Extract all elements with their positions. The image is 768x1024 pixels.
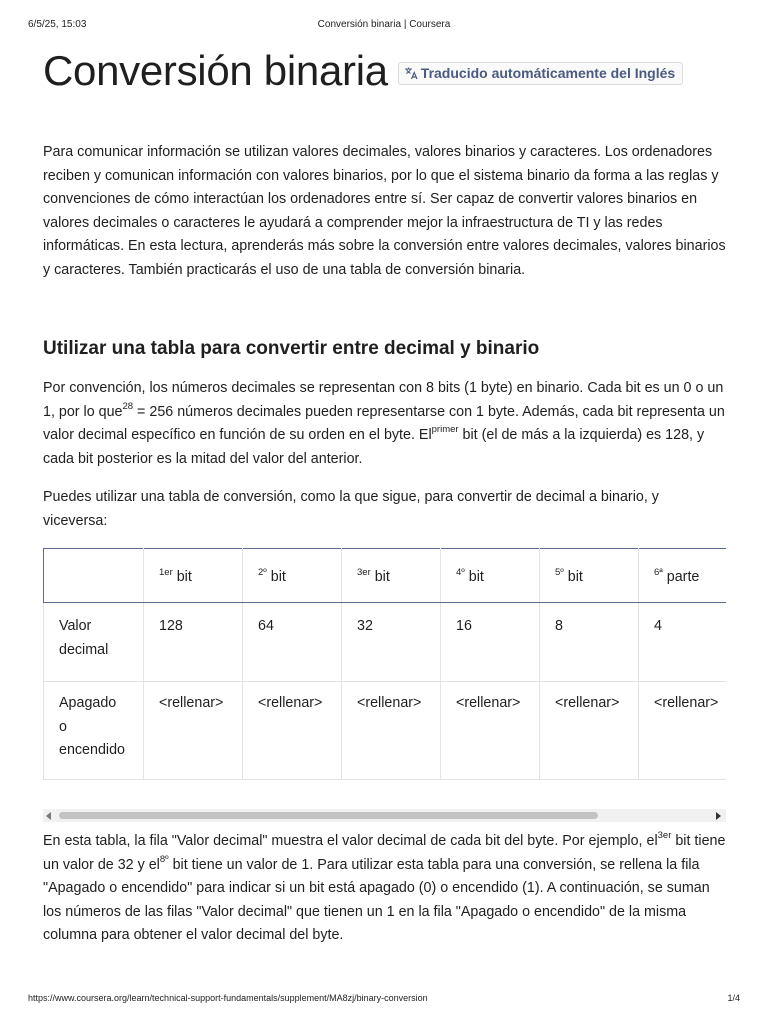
table-cell: 32 xyxy=(342,603,441,682)
table-header-empty xyxy=(44,549,144,603)
header-ordinal: 6ª xyxy=(654,566,663,578)
table-cell: 16 xyxy=(441,603,540,682)
print-page-title: Conversión binaria | Coursera xyxy=(317,19,451,30)
section-heading: Utilizar una tabla para convertir entre decimal y binario xyxy=(43,338,540,359)
translate-icon xyxy=(404,66,418,80)
header-ordinal: 5º xyxy=(555,566,564,578)
superscript-exponent: 28 xyxy=(122,400,134,412)
table-cell: 4 xyxy=(639,603,727,682)
table-cell: <rellenar> xyxy=(540,682,639,780)
explanation-text-3: bit tiene un valor de 1. Para utilizar esta tabla para una conversión, se rellena la fila "Apagado o encendido" para indicar si un bit está apagado (0) o encendido (1). A continuación, se suman los números de las filas "Valor decimal" que tienen un 1 en la fila "Apagado o encendido" de la misma columna para obtener el valor decimal del byte. xyxy=(43,856,710,943)
table-cell: <rellenar> xyxy=(639,682,727,780)
header-label: bit xyxy=(172,568,192,585)
table-explanation-paragraph xyxy=(43,830,726,948)
table-cell: <rellenar> xyxy=(243,682,342,780)
header-label: parte xyxy=(662,568,700,585)
arrow-right-icon[interactable] xyxy=(716,812,721,820)
table-header-row xyxy=(44,549,727,603)
table-intro-paragraph: Puedes utilizar una tabla de conversión, como la que sigue, para convertir de decimal a binario, y viceversa: xyxy=(43,489,659,529)
header-ordinal: 2º xyxy=(258,566,267,578)
table-row xyxy=(44,682,727,780)
header-label: bit xyxy=(563,568,583,585)
superscript-ordinal: primer xyxy=(431,424,459,436)
explanation-text-1: En esta tabla, la fila "Valor decimal" muestra el valor decimal de cada bit del byte. Por ejemplo, el xyxy=(43,833,658,849)
header-label: bit xyxy=(266,568,286,585)
title-row xyxy=(43,45,738,97)
row-label: Valor decimal xyxy=(44,603,144,682)
table-cell: <rellenar> xyxy=(144,682,243,780)
page-title: Conversión binaria xyxy=(43,47,388,94)
row-label: Apagado o encendido xyxy=(44,682,144,780)
superscript-ordinal: 3er xyxy=(657,830,672,842)
print-url: https://www.coursera.org/learn/technical-support-fundamentals/supplement/MA8zj/binary-conversion xyxy=(28,993,428,1003)
table-cell: <rellenar> xyxy=(342,682,441,780)
translation-badge-label: Traducido automáticamente del Inglés xyxy=(420,64,676,81)
intro-paragraph: Para comunicar información se utilizan valores decimales, valores binarios y caracteres. Los ordenadores reciben y comunican información con valores binarios, por lo que el sistema binario da forma a las reglas y convenciones de cómo interactúan los ordenadores entre sí. Ser capaz de convertir valores binarios en valores decimales o caracteres le ayudará a comprender mejor la infraestructura de TI y las redes informáticas. En esta lectura, aprenderás más sobre la conversión entre valores decimales, valores binarios y caracteres. También practicarás el uso de una tabla de conversión binaria. xyxy=(43,144,726,278)
print-footer xyxy=(28,993,740,1007)
header-ordinal: 3er xyxy=(357,566,371,578)
header-ordinal: 1er xyxy=(159,566,173,578)
table-horizontal-scrollbar[interactable] xyxy=(43,809,726,822)
bits-paragraph-text-1: Por convención, los números decimales se representan con 8 bits (1 byte) en binario. Cada bit es un 0 o un 1, por lo que xyxy=(43,380,724,420)
scrollbar-thumb[interactable] xyxy=(59,812,598,819)
table-header-cell xyxy=(639,549,727,603)
conversion-table xyxy=(43,548,726,780)
table-header-cell xyxy=(144,549,243,603)
superscript-ordinal: 8º xyxy=(159,853,169,865)
bits-paragraph-text-3: bit (el de más a la izquierda) es 128, y cada bit posterior es la mitad del valor del anterior. xyxy=(43,427,705,467)
conversion-table-container xyxy=(43,548,726,785)
table-cell: 64 xyxy=(243,603,342,682)
header-label: bit xyxy=(370,568,390,585)
print-datetime: 6/5/25, 15:03 xyxy=(28,19,87,30)
header-ordinal: 4º xyxy=(456,566,465,578)
table-header-cell xyxy=(342,549,441,603)
table-header-cell xyxy=(441,549,540,603)
arrow-left-icon[interactable] xyxy=(46,812,51,820)
bits-paragraph-text-2: = 256 números decimales pueden representarse con 1 byte. Además, cada bit representa un valor decimal específico en función de su orden en el byte. El xyxy=(43,403,725,443)
table-cell: 8 xyxy=(540,603,639,682)
table-header-cell xyxy=(243,549,342,603)
explanation-text-2: bit tiene un valor de 32 y el xyxy=(43,833,726,873)
table-cell: 128 xyxy=(144,603,243,682)
header-label: bit xyxy=(464,568,484,585)
table-header-cell xyxy=(540,549,639,603)
translation-badge[interactable] xyxy=(398,62,683,85)
print-header xyxy=(28,19,740,33)
table-row xyxy=(44,603,727,682)
bits-paragraph xyxy=(43,377,726,471)
table-cell: <rellenar> xyxy=(441,682,540,780)
print-page-number: 1/4 xyxy=(727,993,740,1003)
